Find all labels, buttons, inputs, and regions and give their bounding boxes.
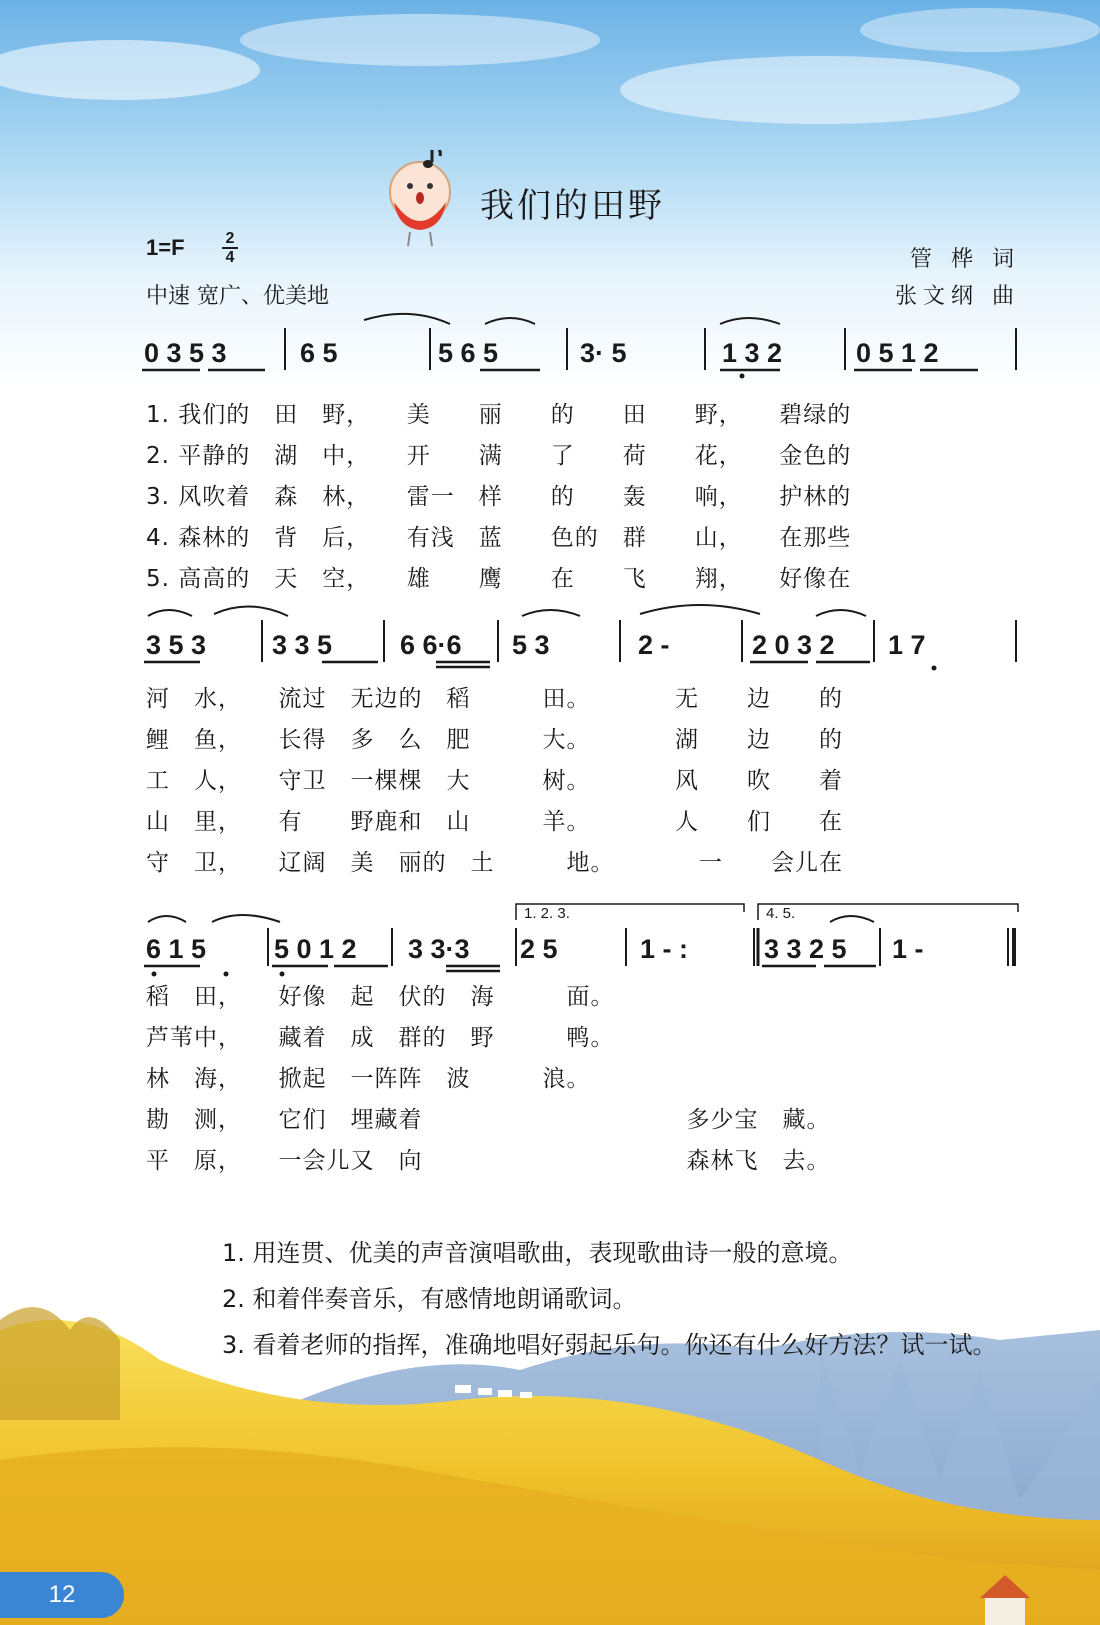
lyric-line bbox=[146, 556, 1016, 597]
page-number-badge: 12 bbox=[0, 1572, 124, 1618]
lyric-line bbox=[146, 515, 1016, 556]
lyric-text: 鲤 鱼， 长得 多 么 肥 大。 湖 边 的 bbox=[146, 727, 843, 753]
time-signature-bottom: 4 bbox=[225, 249, 235, 266]
measure-1-2: 6 5 bbox=[300, 338, 338, 368]
exercise-list bbox=[146, 1230, 1026, 1368]
lyric-line bbox=[146, 392, 1016, 433]
measure-1-3: 5 6 5 bbox=[438, 338, 499, 368]
measure-3-4: 2 5 bbox=[520, 934, 558, 964]
measure-1-1: 0 3 5 3 bbox=[144, 338, 227, 368]
lyric-line bbox=[146, 1138, 1016, 1179]
lyric-text: 3. 风吹着 森 林， 雷一 样 的 轰 响， 护林的 bbox=[146, 484, 852, 510]
lyric-text: 1. 我们的 田 野， 美 丽 的 田 野， 碧绿的 bbox=[146, 402, 852, 428]
lyric-text: 林 海， 掀起 一阵阵 波 浪。 bbox=[146, 1066, 591, 1092]
measure-2-7: 1 7 bbox=[888, 630, 926, 660]
measure-3-7: 1 - bbox=[892, 934, 924, 964]
lyric-line bbox=[146, 758, 1016, 799]
singing-mascot-icon bbox=[382, 150, 462, 250]
composer-credit: 张文纲 曲 bbox=[895, 284, 1020, 309]
lyric-text: 5. 高高的 天 空， 雄 鹰 在 飞 翔， 好像在 bbox=[146, 566, 852, 592]
lyric-text: 守 卫， 辽阔 美 丽的 土 地。 一 会儿在 bbox=[146, 850, 843, 876]
lyric-line bbox=[146, 433, 1016, 474]
measure-2-4: 5 3 bbox=[512, 630, 550, 660]
key-signature: 1=F bbox=[146, 235, 185, 260]
lyric-line bbox=[146, 717, 1016, 758]
measure-2-2: 3 3 5 bbox=[272, 630, 333, 660]
lyric-text: 勘 测， 它们 埋藏着 多少宝 藏。 bbox=[146, 1107, 831, 1133]
lyric-text: 山 里， 有 野鹿和 山 羊。 人 们 在 bbox=[146, 809, 843, 835]
lyric-text: 稻 田， 好像 起 伏的 海 面。 bbox=[146, 984, 615, 1010]
measure-1-6: 0 5 1 2 bbox=[856, 338, 939, 368]
lyric-text: 4. 森林的 背 后， 有浅 蓝 色的 群 山， 在那些 bbox=[146, 525, 852, 551]
measure-3-6: 3 3 2 5 bbox=[764, 934, 847, 964]
lyric-line bbox=[146, 1056, 1016, 1097]
lyric-line bbox=[146, 840, 1016, 881]
exercise-item: 2. 和着伴奏音乐，有感情地朗诵歌词。 bbox=[222, 1285, 637, 1313]
lyric-line bbox=[146, 974, 1016, 1015]
time-signature-top: 2 bbox=[225, 230, 235, 247]
lyric-line bbox=[146, 676, 1016, 717]
lyric-text: 工 人， 守卫 一棵棵 大 树。 风 吹 着 bbox=[146, 768, 843, 794]
lyrics-section-2 bbox=[146, 676, 1016, 881]
lyric-line bbox=[146, 1097, 1016, 1138]
measure-3-1: 6 1 5 bbox=[146, 934, 207, 964]
measure-3-2: 5 0 1 2 bbox=[274, 934, 357, 964]
measure-1-5: 1 3 2 bbox=[722, 338, 783, 368]
tempo-marking: 中速 宽广、优美地 bbox=[146, 284, 329, 309]
lyric-line bbox=[146, 1015, 1016, 1056]
measure-3-5: 1 - : bbox=[640, 934, 689, 964]
lyric-text: 芦苇中， 藏着 成 群的 野 鸭。 bbox=[146, 1025, 615, 1051]
measure-3-3: 3 3·3 bbox=[408, 934, 470, 964]
lyricist-credit: 管 桦 词 bbox=[910, 247, 1020, 272]
lyrics-section-1 bbox=[146, 392, 1016, 597]
exercise-item: 3. 看着老师的指挥，准确地唱好弱起乐句。你还有什么好方法？试一试。 bbox=[222, 1331, 997, 1359]
song-title: 我们的田野 bbox=[480, 186, 665, 226]
volta-2-label: 4. 5. bbox=[766, 905, 796, 922]
lyrics-section-3 bbox=[146, 974, 1016, 1179]
measure-2-6: 2 0 3 2 bbox=[752, 630, 835, 660]
lyric-text: 平 原， 一会儿又 向 森林飞 去。 bbox=[146, 1148, 831, 1174]
time-signature bbox=[220, 230, 240, 266]
lyric-text: 河 水， 流过 无边的 稻 田。 无 边 的 bbox=[146, 686, 843, 712]
measure-2-3: 6 6·6 bbox=[400, 630, 462, 660]
lyric-line bbox=[146, 799, 1016, 840]
measure-2-5: 2 - bbox=[638, 630, 670, 660]
volta-1-label: 1. 2. 3. bbox=[524, 905, 570, 922]
measure-2-1: 3 5 3 bbox=[146, 630, 207, 660]
measure-1-4: 3· 5 bbox=[580, 338, 627, 368]
exercise-item: 1. 用连贯、优美的声音演唱歌曲，表现歌曲诗一般的意境。 bbox=[222, 1239, 853, 1267]
lyric-line bbox=[146, 474, 1016, 515]
lyric-text: 2. 平静的 湖 中， 开 满 了 荷 花， 金色的 bbox=[146, 443, 852, 469]
